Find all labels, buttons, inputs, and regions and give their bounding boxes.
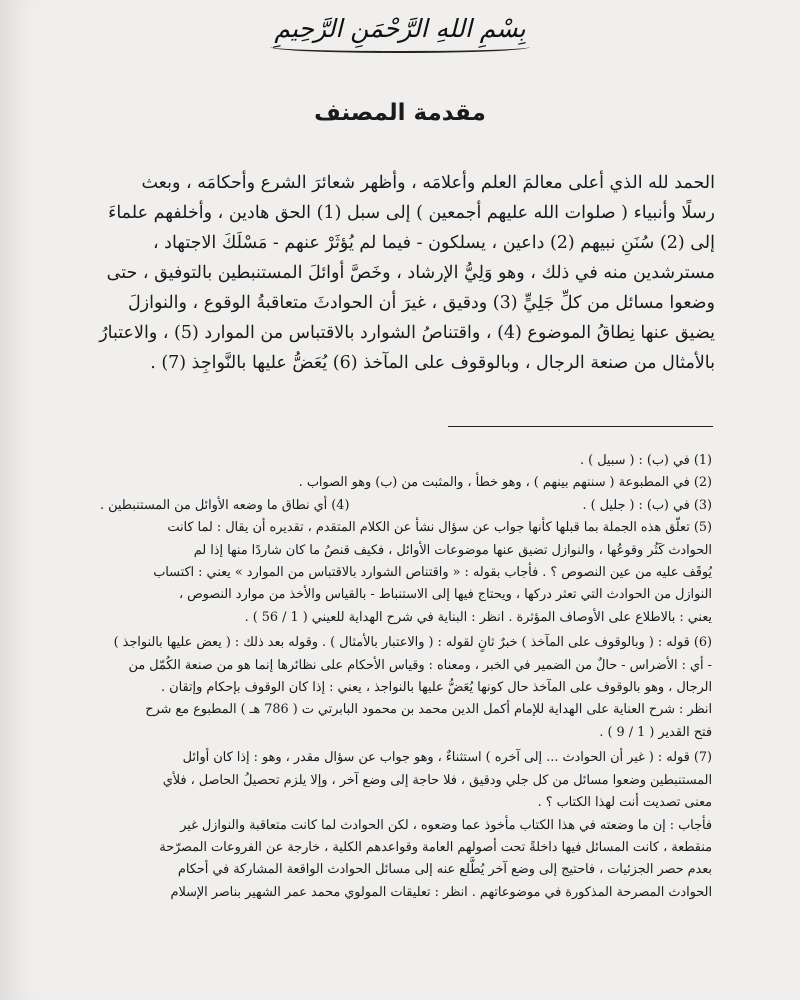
footnote-5-line: يعني : بالاطلاع على الأوصاف المؤثرة . انظر : البناية في شرح الهداية للعيني ( 1 / 56 ) . xyxy=(244,609,712,625)
footnote-5-line: الحوادث كَثُر وقوعُها ، والنوازل تضيق عنها موضوعات الأوائل ، فكيف قنصُ ما كان شاردًا منها إذا لم xyxy=(193,542,712,558)
main-text-line: مسترشدين منه في ذلك ، وهو وَلِيُّ الإرشاد ، وخَصَّ أوائلَ المستنبطين بالتوفيق ، حتى xyxy=(106,263,715,283)
footnote-divider xyxy=(448,426,713,427)
footnote-row-3-4 xyxy=(100,495,712,517)
main-text-line: الحمد لله الذي أعلى معالمَ العلم وأعلامَه ، وأظهر شعائرَ الشرع وأحكامَه ، وبعث xyxy=(141,173,715,193)
footnote-5-line: يُوقَف عليه من عين النصوص ؟ . فأجاب بقوله : « واقتناص الشوارد بالاقتباس من الموارد » يعني : اكتساب xyxy=(153,565,712,581)
footnotes xyxy=(100,450,712,904)
footnote-7-line: بعدم حصر الجزئيات ، فاحتيج إلى وضع آخر يُطَّلع عنه إلى مسائل الحوادث الواقعة المشاركة في أحكام xyxy=(177,862,712,878)
footnote-7-line: معنى تصديت أنت لهذا الكتاب ؟ . xyxy=(537,795,712,811)
footnote-6-line: فتح القدير ( 1 / 9 ) . xyxy=(599,724,712,740)
basmala-calligraphy xyxy=(0,14,800,53)
main-text-line: بالأمثال من صنعة الرجال ، وبالوقوف على المآخذ (6) يُعَضُّ عليها بالنَّواجِذ (7) . xyxy=(150,353,715,373)
footnote-5-line: النوازل من الحوادث التي تعثر دركها ، ويحتاج فيها إلى الاستنباط - بالقياس والأخذ من موارد النصوص ، xyxy=(178,587,712,603)
footnote-6-line: - أي : الأضراس - حالٌ من الضمير في الخبر ، ومعناه : وقياس الأحكام على نظائرها إنما هو من صنعة الكُمّل من xyxy=(128,657,712,673)
footnote-6-line: الرجال ، وهو بالوقوف على المآخذ حال كونها يُعَضُّ عليها بالنواجذ ، يعني : إذا كان الوقوف بإحكام وإتقان . xyxy=(161,680,712,696)
main-text xyxy=(99,168,715,378)
footnote-7-line: (7) قوله : ( غير أن الحوادث ... إلى آخره ) استثناءٌ ، وهو جواب عن سؤال مقدر ، وهو : إذا كان أوائل xyxy=(182,750,712,766)
basmala-text: بِسْمِ اللهِ الرَّحْمَنِ الرَّحِيمِ xyxy=(274,14,526,43)
footnote-7-line: فأجاب : إن ما وضعته في هذا الكتاب مأخوذ عما وضعوه ، لكن الحوادث لما كانت متعاقبة والنوازل غير xyxy=(180,817,712,833)
main-text-line: يضيق عنها نِطاقُ الموضوع (4) ، واقتناصُ الشوارد بالاقتباس من الموارد (5) ، والاعتبارُ xyxy=(99,323,715,343)
footnote-6-line: (6) قوله : ( وبالوقوف على المآخذ ) خبرٌ ثانٍ لقوله : ( والاعتبار بالأمثال ) . وقوله بعد ذلك : ( يعض عليها بالنواجذ ) xyxy=(113,635,712,651)
section-title: مقدمة المصنف xyxy=(314,100,486,126)
footnote-3: (3) في (ب) : ( جليل ) . xyxy=(582,497,712,513)
footnote-1: (1) في (ب) : ( سبيل ) . xyxy=(580,453,712,468)
footnote-7-line: منقطعة ، كانت المسائل فيها داخلةً تحت أصولهم العامة وقواعدهم الكلية ، خارجة عن الفروعات المصرّحة xyxy=(159,839,712,855)
footnote-2: (2) في المطبوعة ( سننهم بينهم ) ، وهو خطأ ، والمثبت من (ب) وهو الصواب . xyxy=(298,475,712,491)
main-text-line: رسلًا وأنبياء ( صلوات الله عليهم أجمعين ) إلى سبل (1) الحق هادين ، وأخلفهم علماءَ xyxy=(108,203,715,223)
footnote-7-line: المستنبطين وضعوا مسائل من كل جلي ودقيق ، فلا حاجة إلى وضع آخر ، وإلا يلزم تحصيلُ الحاصل ، فلأي xyxy=(162,772,712,788)
footnote-5-line: (5) تعلّق هذه الجملة بما قبلها كأنها جواب عن سؤال نشأ عن الكلام المتقدم ، تقديره أن يقال : لما كانت xyxy=(167,520,712,536)
footnote-7-line: الحوادث المصرحة المذكورة في موضوعاتهم . انظر : تعليقات المولوي محمد عمر الشهير بناصر الإسلام xyxy=(170,884,712,900)
footnote-6-line: انظر : شرح العناية على الهداية للإمام أكمل الدين محمد بن محمود البابرتي ت ( 786 هـ ) المطبوع مع شرح xyxy=(145,702,712,718)
main-text-line: وضعوا مسائل من كلِّ جَلِيٍّ (3) ودقيق ، غيرَ أن الحوادثَ متعاقبةُ الوقوع ، والنوازلَ xyxy=(127,293,715,313)
footnote-4: (4) أي نطاق ما وضعه الأوائل من المستنبطين . xyxy=(100,497,350,513)
main-text-line: إلى (2) سُنَنِ نبيهم (2) داعين ، يسلكون - فيما لم يُؤثَرْ عنهم - مَسْلَكَ الاجتهاد ، xyxy=(152,233,715,253)
